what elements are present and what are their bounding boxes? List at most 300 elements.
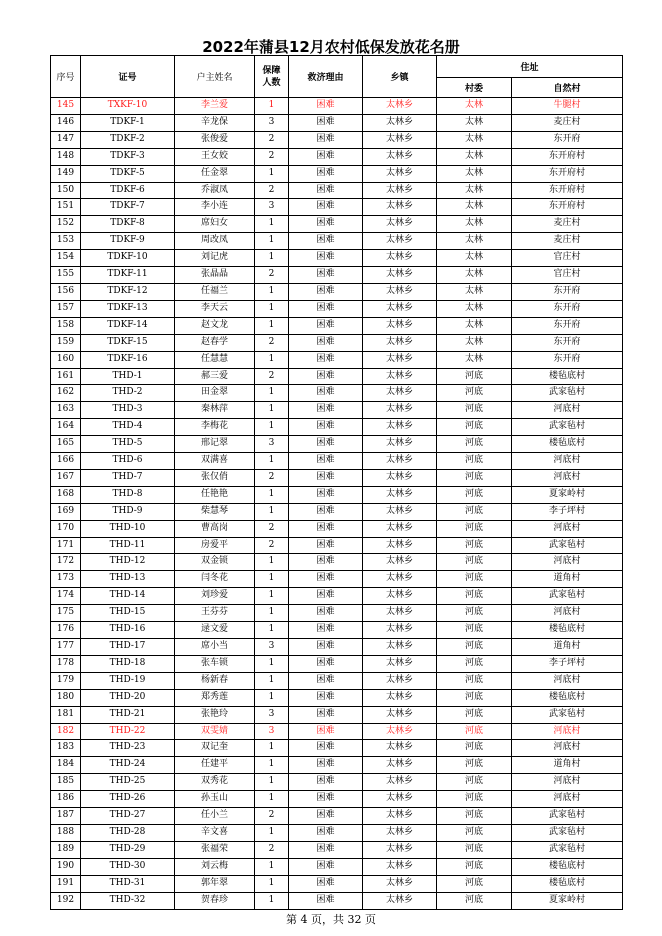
cell-reason: 困难 bbox=[289, 267, 363, 284]
cell-township: 太林乡 bbox=[363, 233, 437, 250]
cell-village-committee: 河底 bbox=[437, 672, 512, 689]
cell-seq: 180 bbox=[51, 689, 81, 706]
cell-cert: THD-28 bbox=[81, 824, 175, 841]
cell-persons: 1 bbox=[255, 503, 289, 520]
roster-table bbox=[50, 55, 623, 910]
cell-name: 李兰爱 bbox=[175, 98, 255, 115]
cell-cert: TDKF-8 bbox=[81, 216, 175, 233]
cell-seq: 153 bbox=[51, 233, 81, 250]
cell-village-committee: 太林 bbox=[437, 165, 512, 182]
header-reason: 救济理由 bbox=[289, 56, 363, 98]
cell-cert: TDKF-7 bbox=[81, 199, 175, 216]
cell-seq: 175 bbox=[51, 605, 81, 622]
header-persons bbox=[255, 56, 289, 98]
cell-name: 张艳玲 bbox=[175, 706, 255, 723]
cell-seq: 190 bbox=[51, 858, 81, 875]
cell-cert: THD-4 bbox=[81, 419, 175, 436]
cell-name: 张俊爱 bbox=[175, 131, 255, 148]
cell-natural-village: 东开府 bbox=[512, 334, 623, 351]
cell-township: 太林乡 bbox=[363, 537, 437, 554]
cell-reason: 困难 bbox=[289, 639, 363, 656]
cell-persons: 1 bbox=[255, 791, 289, 808]
cell-name: 郑秀莲 bbox=[175, 689, 255, 706]
cell-persons: 2 bbox=[255, 267, 289, 284]
cell-name: 孙玉山 bbox=[175, 791, 255, 808]
cell-persons: 2 bbox=[255, 841, 289, 858]
cell-village-committee: 河底 bbox=[437, 588, 512, 605]
cell-reason: 困难 bbox=[289, 317, 363, 334]
cell-persons: 2 bbox=[255, 808, 289, 825]
cell-natural-village: 楼毡底村 bbox=[512, 858, 623, 875]
table-row bbox=[51, 250, 623, 267]
cell-reason: 困难 bbox=[289, 368, 363, 385]
cell-natural-village: 河底村 bbox=[512, 605, 623, 622]
cell-village-committee: 河底 bbox=[437, 605, 512, 622]
cell-reason: 困难 bbox=[289, 537, 363, 554]
cell-natural-village: 武家毡村 bbox=[512, 385, 623, 402]
cell-natural-village: 道角村 bbox=[512, 571, 623, 588]
cell-village-committee: 河底 bbox=[437, 639, 512, 656]
cell-natural-village: 楼毡底村 bbox=[512, 436, 623, 453]
cell-reason: 困难 bbox=[289, 808, 363, 825]
table-body bbox=[51, 98, 623, 910]
cell-reason: 困难 bbox=[289, 757, 363, 774]
cell-township: 太林乡 bbox=[363, 131, 437, 148]
cell-persons: 1 bbox=[255, 875, 289, 892]
cell-cert: THD-29 bbox=[81, 841, 175, 858]
cell-village-committee: 河底 bbox=[437, 858, 512, 875]
table-row bbox=[51, 672, 623, 689]
cell-persons: 1 bbox=[255, 689, 289, 706]
cell-natural-village: 楼毡底村 bbox=[512, 875, 623, 892]
cell-persons: 1 bbox=[255, 402, 289, 419]
cell-name: 张车锁 bbox=[175, 655, 255, 672]
table-row bbox=[51, 419, 623, 436]
cell-seq: 172 bbox=[51, 554, 81, 571]
cell-township: 太林乡 bbox=[363, 554, 437, 571]
cell-natural-village: 武家毡村 bbox=[512, 824, 623, 841]
cell-natural-village: 楼毡底村 bbox=[512, 622, 623, 639]
cell-seq: 148 bbox=[51, 148, 81, 165]
cell-cert: THD-19 bbox=[81, 672, 175, 689]
cell-natural-village: 河底村 bbox=[512, 791, 623, 808]
cell-seq: 161 bbox=[51, 368, 81, 385]
cell-township: 太林乡 bbox=[363, 165, 437, 182]
cell-reason: 困难 bbox=[289, 199, 363, 216]
cell-persons: 3 bbox=[255, 436, 289, 453]
cell-village-committee: 河底 bbox=[437, 655, 512, 672]
cell-natural-village: 东开府村 bbox=[512, 182, 623, 199]
cell-reason: 困难 bbox=[289, 554, 363, 571]
cell-seq: 165 bbox=[51, 436, 81, 453]
cell-natural-village: 河底村 bbox=[512, 672, 623, 689]
cell-seq: 157 bbox=[51, 300, 81, 317]
cell-persons: 2 bbox=[255, 131, 289, 148]
cell-township: 太林乡 bbox=[363, 283, 437, 300]
cell-reason: 困难 bbox=[289, 216, 363, 233]
table-row bbox=[51, 571, 623, 588]
cell-cert: THD-7 bbox=[81, 469, 175, 486]
table-row bbox=[51, 368, 623, 385]
cell-cert: THD-26 bbox=[81, 791, 175, 808]
cell-name: 双秀花 bbox=[175, 774, 255, 791]
cell-persons: 3 bbox=[255, 199, 289, 216]
header-address: 住址 bbox=[437, 56, 623, 78]
cell-reason: 困难 bbox=[289, 503, 363, 520]
cell-village-committee: 太林 bbox=[437, 317, 512, 334]
cell-natural-village: 李子坪村 bbox=[512, 503, 623, 520]
cell-village-committee: 河底 bbox=[437, 740, 512, 757]
cell-name: 任福兰 bbox=[175, 283, 255, 300]
cell-cert: THD-24 bbox=[81, 757, 175, 774]
cell-cert: THD-12 bbox=[81, 554, 175, 571]
cell-name: 双记奎 bbox=[175, 740, 255, 757]
cell-seq: 178 bbox=[51, 655, 81, 672]
table-row bbox=[51, 148, 623, 165]
cell-persons: 3 bbox=[255, 706, 289, 723]
cell-village-committee: 河底 bbox=[437, 571, 512, 588]
table-row bbox=[51, 114, 623, 131]
cell-township: 太林乡 bbox=[363, 588, 437, 605]
cell-name: 赵文龙 bbox=[175, 317, 255, 334]
table-row bbox=[51, 723, 623, 740]
cell-natural-village: 河底村 bbox=[512, 740, 623, 757]
cell-village-committee: 太林 bbox=[437, 199, 512, 216]
cell-persons: 1 bbox=[255, 622, 289, 639]
cell-township: 太林乡 bbox=[363, 503, 437, 520]
cell-persons: 1 bbox=[255, 165, 289, 182]
cell-reason: 困难 bbox=[289, 520, 363, 537]
cell-cert: THD-8 bbox=[81, 486, 175, 503]
cell-village-committee: 河底 bbox=[437, 622, 512, 639]
cell-reason: 困难 bbox=[289, 250, 363, 267]
cell-natural-village: 河底村 bbox=[512, 402, 623, 419]
cell-persons: 1 bbox=[255, 486, 289, 503]
header-seq: 序号 bbox=[51, 56, 81, 98]
cell-reason: 困难 bbox=[289, 283, 363, 300]
cell-township: 太林乡 bbox=[363, 622, 437, 639]
table-row bbox=[51, 216, 623, 233]
table-row bbox=[51, 520, 623, 537]
cell-reason: 困难 bbox=[289, 791, 363, 808]
cell-village-committee: 太林 bbox=[437, 131, 512, 148]
cell-township: 太林乡 bbox=[363, 605, 437, 622]
cell-village-committee: 河底 bbox=[437, 436, 512, 453]
cell-reason: 困难 bbox=[289, 402, 363, 419]
cell-name: 任小兰 bbox=[175, 808, 255, 825]
cell-persons: 1 bbox=[255, 419, 289, 436]
cell-natural-village: 河底村 bbox=[512, 774, 623, 791]
cell-seq: 174 bbox=[51, 588, 81, 605]
cell-persons: 1 bbox=[255, 571, 289, 588]
cell-seq: 182 bbox=[51, 723, 81, 740]
cell-village-committee: 河底 bbox=[437, 689, 512, 706]
cell-persons: 2 bbox=[255, 334, 289, 351]
cell-village-committee: 太林 bbox=[437, 250, 512, 267]
cell-name: 王女姣 bbox=[175, 148, 255, 165]
table-row bbox=[51, 892, 623, 909]
cell-reason: 困难 bbox=[289, 774, 363, 791]
cell-seq: 184 bbox=[51, 757, 81, 774]
cell-reason: 困难 bbox=[289, 706, 363, 723]
cell-reason: 困难 bbox=[289, 165, 363, 182]
cell-cert: TDKF-2 bbox=[81, 131, 175, 148]
cell-cert: TDKF-5 bbox=[81, 165, 175, 182]
cell-natural-village: 道角村 bbox=[512, 639, 623, 656]
cell-village-committee: 太林 bbox=[437, 283, 512, 300]
table-row bbox=[51, 385, 623, 402]
cell-township: 太林乡 bbox=[363, 216, 437, 233]
cell-township: 太林乡 bbox=[363, 453, 437, 470]
cell-name: 任艳艳 bbox=[175, 486, 255, 503]
cell-persons: 3 bbox=[255, 723, 289, 740]
cell-natural-village: 武家毡村 bbox=[512, 706, 623, 723]
cell-persons: 1 bbox=[255, 250, 289, 267]
cell-village-committee: 河底 bbox=[437, 875, 512, 892]
table-row bbox=[51, 469, 623, 486]
cell-cert: THD-27 bbox=[81, 808, 175, 825]
table-row bbox=[51, 757, 623, 774]
cell-seq: 146 bbox=[51, 114, 81, 131]
cell-reason: 困难 bbox=[289, 892, 363, 909]
cell-township: 太林乡 bbox=[363, 571, 437, 588]
cell-cert: TDKF-14 bbox=[81, 317, 175, 334]
cell-persons: 1 bbox=[255, 757, 289, 774]
cell-name: 席妇女 bbox=[175, 216, 255, 233]
cell-persons: 1 bbox=[255, 300, 289, 317]
cell-persons: 1 bbox=[255, 605, 289, 622]
cell-name: 赵春学 bbox=[175, 334, 255, 351]
cell-seq: 176 bbox=[51, 622, 81, 639]
cell-natural-village: 牛腿村 bbox=[512, 98, 623, 115]
cell-persons: 1 bbox=[255, 774, 289, 791]
cell-reason: 困难 bbox=[289, 453, 363, 470]
cell-reason: 困难 bbox=[289, 824, 363, 841]
cell-cert: TDKF-12 bbox=[81, 283, 175, 300]
cell-township: 太林乡 bbox=[363, 351, 437, 368]
table-row bbox=[51, 131, 623, 148]
cell-cert: THD-14 bbox=[81, 588, 175, 605]
cell-persons: 2 bbox=[255, 520, 289, 537]
cell-name: 秦林萍 bbox=[175, 402, 255, 419]
cell-natural-village: 官庄村 bbox=[512, 250, 623, 267]
cell-reason: 困难 bbox=[289, 571, 363, 588]
cell-village-committee: 河底 bbox=[437, 419, 512, 436]
cell-name: 辛龙保 bbox=[175, 114, 255, 131]
cell-seq: 150 bbox=[51, 182, 81, 199]
cell-township: 太林乡 bbox=[363, 148, 437, 165]
cell-name: 刘记虎 bbox=[175, 250, 255, 267]
cell-seq: 183 bbox=[51, 740, 81, 757]
cell-name: 任慧慧 bbox=[175, 351, 255, 368]
cell-township: 太林乡 bbox=[363, 672, 437, 689]
cell-township: 太林乡 bbox=[363, 419, 437, 436]
cell-cert: THD-15 bbox=[81, 605, 175, 622]
cell-township: 太林乡 bbox=[363, 199, 437, 216]
table-row bbox=[51, 182, 623, 199]
cell-township: 太林乡 bbox=[363, 808, 437, 825]
table-row bbox=[51, 351, 623, 368]
cell-cert: TDKF-11 bbox=[81, 267, 175, 284]
table-row bbox=[51, 98, 623, 115]
cell-name: 田金翠 bbox=[175, 385, 255, 402]
cell-seq: 169 bbox=[51, 503, 81, 520]
cell-village-committee: 河底 bbox=[437, 841, 512, 858]
cell-township: 太林乡 bbox=[363, 740, 437, 757]
cell-cert: TDKF-6 bbox=[81, 182, 175, 199]
cell-village-committee: 太林 bbox=[437, 233, 512, 250]
cell-name: 王芬芬 bbox=[175, 605, 255, 622]
table-row bbox=[51, 233, 623, 250]
cell-natural-village: 河底村 bbox=[512, 520, 623, 537]
header-village-committee: 村委 bbox=[437, 78, 512, 98]
cell-persons: 1 bbox=[255, 892, 289, 909]
table-row bbox=[51, 402, 623, 419]
cell-village-committee: 太林 bbox=[437, 148, 512, 165]
cell-name: 邢记翠 bbox=[175, 436, 255, 453]
cell-seq: 179 bbox=[51, 672, 81, 689]
cell-reason: 困难 bbox=[289, 334, 363, 351]
cell-name: 张晶晶 bbox=[175, 267, 255, 284]
table-row bbox=[51, 808, 623, 825]
cell-village-committee: 河底 bbox=[437, 503, 512, 520]
cell-cert: THD-1 bbox=[81, 368, 175, 385]
cell-township: 太林乡 bbox=[363, 317, 437, 334]
cell-seq: 170 bbox=[51, 520, 81, 537]
table-row bbox=[51, 503, 623, 520]
cell-persons: 1 bbox=[255, 588, 289, 605]
cell-persons: 1 bbox=[255, 655, 289, 672]
cell-name: 辛文喜 bbox=[175, 824, 255, 841]
cell-natural-village: 武家毡村 bbox=[512, 419, 623, 436]
cell-natural-village: 武家毡村 bbox=[512, 808, 623, 825]
cell-natural-village: 武家毡村 bbox=[512, 588, 623, 605]
cell-persons: 2 bbox=[255, 368, 289, 385]
cell-seq: 155 bbox=[51, 267, 81, 284]
page-title: 2022年蒲县12月农村低保发放花名册 bbox=[202, 38, 460, 56]
cell-village-committee: 河底 bbox=[437, 402, 512, 419]
cell-natural-village: 东开府 bbox=[512, 300, 623, 317]
cell-township: 太林乡 bbox=[363, 875, 437, 892]
cell-village-committee: 河底 bbox=[437, 808, 512, 825]
cell-reason: 困难 bbox=[289, 148, 363, 165]
cell-seq: 168 bbox=[51, 486, 81, 503]
cell-seq: 181 bbox=[51, 706, 81, 723]
cell-reason: 困难 bbox=[289, 689, 363, 706]
cell-village-committee: 太林 bbox=[437, 267, 512, 284]
table-row bbox=[51, 791, 623, 808]
cell-natural-village: 东开府村 bbox=[512, 165, 623, 182]
cell-reason: 困难 bbox=[289, 858, 363, 875]
header-natural-village: 自然村 bbox=[512, 78, 623, 98]
cell-township: 太林乡 bbox=[363, 300, 437, 317]
cell-persons: 1 bbox=[255, 740, 289, 757]
cell-name: 李梅花 bbox=[175, 419, 255, 436]
cell-seq: 145 bbox=[51, 98, 81, 115]
cell-township: 太林乡 bbox=[363, 689, 437, 706]
cell-seq: 187 bbox=[51, 808, 81, 825]
cell-seq: 160 bbox=[51, 351, 81, 368]
cell-cert: THD-31 bbox=[81, 875, 175, 892]
cell-seq: 162 bbox=[51, 385, 81, 402]
cell-cert: THD-11 bbox=[81, 537, 175, 554]
cell-natural-village: 东开府 bbox=[512, 351, 623, 368]
cell-village-committee: 太林 bbox=[437, 182, 512, 199]
cell-township: 太林乡 bbox=[363, 892, 437, 909]
cell-reason: 困难 bbox=[289, 419, 363, 436]
cell-natural-village: 夏家岭村 bbox=[512, 892, 623, 909]
cell-name: 席小当 bbox=[175, 639, 255, 656]
cell-natural-village: 河底村 bbox=[512, 554, 623, 571]
cell-natural-village: 李子坪村 bbox=[512, 655, 623, 672]
cell-village-committee: 河底 bbox=[437, 385, 512, 402]
cell-cert: THD-22 bbox=[81, 723, 175, 740]
cell-name: 逯文爱 bbox=[175, 622, 255, 639]
header-persons-label: 保障人数 bbox=[262, 65, 281, 88]
cell-natural-village: 东开府村 bbox=[512, 199, 623, 216]
table-row bbox=[51, 554, 623, 571]
table-row bbox=[51, 165, 623, 182]
table-header bbox=[51, 56, 623, 98]
cell-persons: 1 bbox=[255, 385, 289, 402]
cell-reason: 困难 bbox=[289, 622, 363, 639]
cell-seq: 154 bbox=[51, 250, 81, 267]
cell-cert: TDKF-10 bbox=[81, 250, 175, 267]
cell-reason: 困难 bbox=[289, 98, 363, 115]
cell-cert: THD-3 bbox=[81, 402, 175, 419]
cell-cert: THD-5 bbox=[81, 436, 175, 453]
cell-name: 双金锁 bbox=[175, 554, 255, 571]
cell-name: 李小连 bbox=[175, 199, 255, 216]
cell-name: 张福荣 bbox=[175, 841, 255, 858]
cell-reason: 困难 bbox=[289, 233, 363, 250]
cell-reason: 困难 bbox=[289, 486, 363, 503]
table-row bbox=[51, 841, 623, 858]
cell-natural-village: 河底村 bbox=[512, 723, 623, 740]
cell-reason: 困难 bbox=[289, 723, 363, 740]
cell-name: 周改凤 bbox=[175, 233, 255, 250]
cell-persons: 1 bbox=[255, 216, 289, 233]
cell-name: 郝三爱 bbox=[175, 368, 255, 385]
cell-persons: 1 bbox=[255, 283, 289, 300]
cell-reason: 困难 bbox=[289, 672, 363, 689]
table-row bbox=[51, 317, 623, 334]
cell-name: 贺春珍 bbox=[175, 892, 255, 909]
cell-cert: THD-25 bbox=[81, 774, 175, 791]
cell-seq: 156 bbox=[51, 283, 81, 300]
page-footer: 第 4 页，共 32 页 bbox=[286, 913, 376, 926]
table-row bbox=[51, 824, 623, 841]
cell-township: 太林乡 bbox=[363, 114, 437, 131]
cell-village-committee: 河底 bbox=[437, 774, 512, 791]
cell-township: 太林乡 bbox=[363, 469, 437, 486]
cell-village-committee: 河底 bbox=[437, 537, 512, 554]
cell-village-committee: 太林 bbox=[437, 300, 512, 317]
table-row bbox=[51, 453, 623, 470]
cell-natural-village: 河底村 bbox=[512, 453, 623, 470]
cell-village-committee: 太林 bbox=[437, 351, 512, 368]
cell-reason: 困难 bbox=[289, 385, 363, 402]
cell-seq: 166 bbox=[51, 453, 81, 470]
cell-township: 太林乡 bbox=[363, 267, 437, 284]
table-row bbox=[51, 588, 623, 605]
table-row bbox=[51, 858, 623, 875]
cell-seq: 167 bbox=[51, 469, 81, 486]
table-row bbox=[51, 537, 623, 554]
cell-name: 杨新春 bbox=[175, 672, 255, 689]
cell-reason: 困难 bbox=[289, 469, 363, 486]
cell-natural-village: 楼毡底村 bbox=[512, 368, 623, 385]
